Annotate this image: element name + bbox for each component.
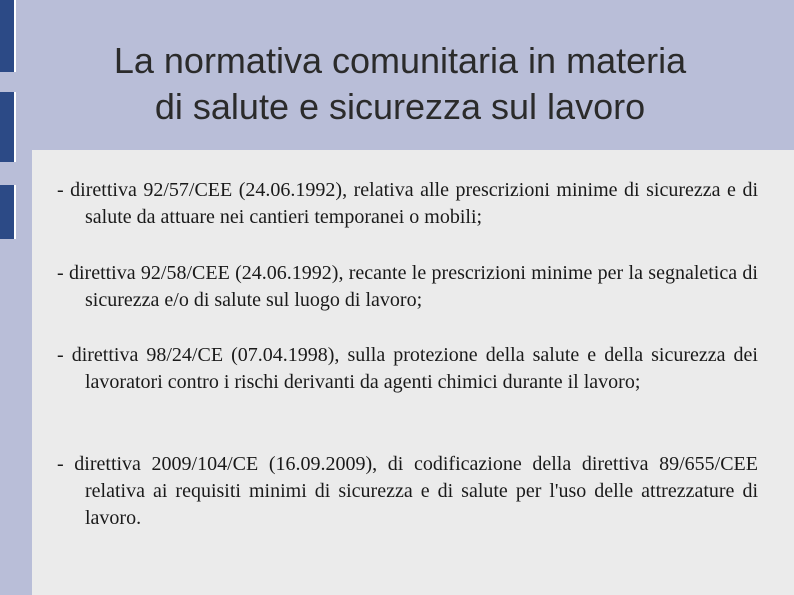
decor-bar-1 xyxy=(0,0,16,72)
decor-bar-2 xyxy=(0,92,16,162)
slide-title xyxy=(40,38,760,130)
title-line-2: di salute e sicurezza sul lavoro xyxy=(154,86,646,127)
decor-bar-3 xyxy=(0,185,16,239)
list-item: - direttiva 92/58/CEE (24.06.1992), recante le prescrizioni minime per la segnaletica di sicurezza e/o di salute sul luogo di lavoro; xyxy=(57,262,758,311)
list-item: - direttiva 92/57/CEE (24.06.1992), relativa alle prescrizioni minime di sicurezza e di salute da attuare nei cantieri temporanei o mobili; xyxy=(57,179,758,228)
title-line-1: La normativa comunitaria in materia xyxy=(113,40,687,81)
list-item: - direttiva 98/24/CE (07.04.1998), sulla protezione della salute e della sicurezza dei lavoratori contro i rischi derivanti da agenti chimici durante il lavoro; xyxy=(57,344,758,393)
list-item: - direttiva 2009/104/CE (16.09.2009), di codificazione della direttiva 89/655/CEE relativa ai requisiti minimi di sicurezza e di salute per l'uso delle attrezzature di lavoro. xyxy=(57,453,758,529)
